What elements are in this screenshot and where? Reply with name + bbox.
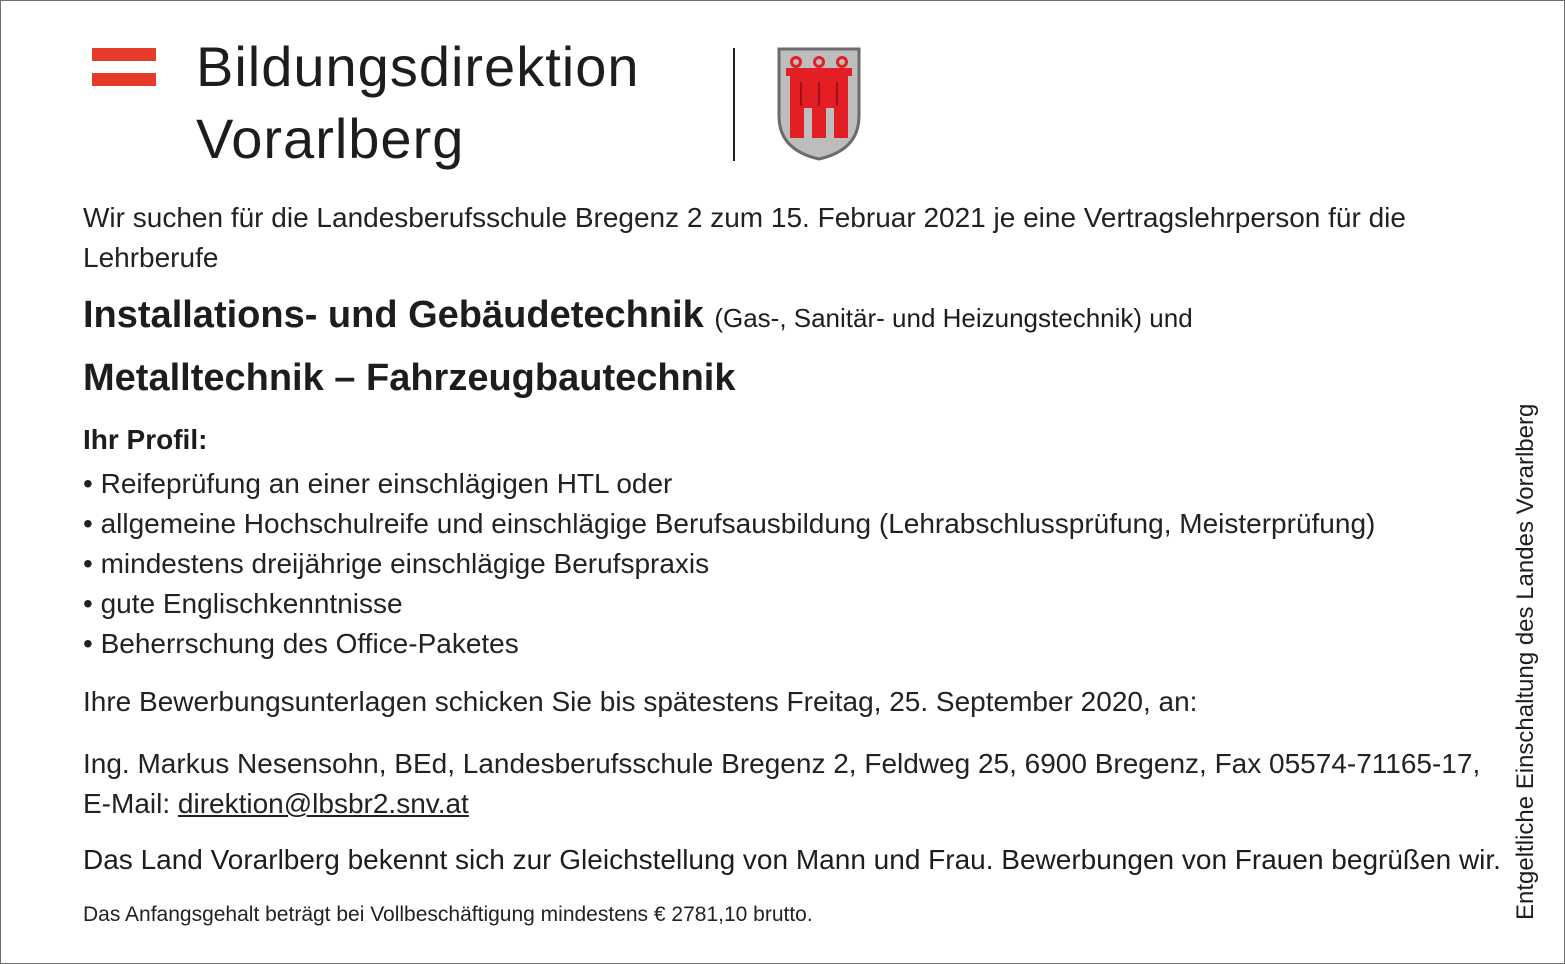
email-link[interactable]: direktion@lbsbr2.snv.at: [177, 788, 469, 819]
salary-note: Das Anfangsgehalt beträgt bei Vollbeschäftigung mindestens € 2781,10 brutto.: [83, 903, 813, 926]
list-item: • gute Englischkenntnisse: [83, 584, 1375, 624]
austria-flag-icon: [92, 48, 156, 86]
brand-name: Bildungsdirektion: [196, 35, 640, 98]
headline-installations-sub: (Gas-, Sanitär- und Heizungstechnik) und: [714, 303, 1193, 333]
list-item: • Reifeprüfung an einer einschlägigen HTL oder: [83, 464, 1375, 504]
email-label: E-Mail:: [83, 788, 171, 819]
headline-installations: [83, 294, 1193, 337]
headline-installations-main: Installations- und Gebäudetechnik: [83, 294, 704, 336]
brand-region: Vorarlberg: [196, 107, 465, 170]
headline-metalltechnik: Metalltechnik – Fahrzeugbautechnik: [83, 357, 736, 399]
contact-email-line: [83, 784, 1480, 824]
contact-block: [83, 744, 1480, 824]
equality-statement: Das Land Vorarlberg bekennt sich zur Gleichstellung von Mann und Frau. Bewerbungen von Frauen begrüßen wir.: [83, 844, 1501, 875]
list-item: • Beherrschung des Office-Paketes: [83, 624, 1375, 664]
vorarlberg-crest-icon: [776, 46, 862, 162]
list-item: • mindestens dreijährige einschlägige Berufspraxis: [83, 544, 1375, 584]
paid-advertisement-note: Entgeltliche Einschaltung des Landes Vorarlberg: [1512, 403, 1539, 920]
list-item: • allgemeine Hochschulreife und einschlägige Berufsausbildung (Lehrabschlussprüfung, Meisterprüfung): [83, 504, 1375, 544]
profile-title: Ihr Profil:: [83, 424, 208, 455]
contact-address: Ing. Markus Nesensohn, BEd, Landesberufsschule Bregenz 2, Feldweg 25, 6900 Bregenz, Fax 05574-71165-17,: [83, 748, 1481, 779]
application-deadline: Ihre Bewerbungsunterlagen schicken Sie bis spätestens Freitag, 25. September 2020, an:: [83, 686, 1198, 717]
logo-divider: [733, 48, 735, 161]
intro-text: Wir suchen für die Landesberufsschule Bregenz 2 zum 15. Februar 2021 je eine Vertragslehrperson für die Lehrberufe: [83, 202, 1406, 273]
profile-list: [83, 464, 1375, 664]
